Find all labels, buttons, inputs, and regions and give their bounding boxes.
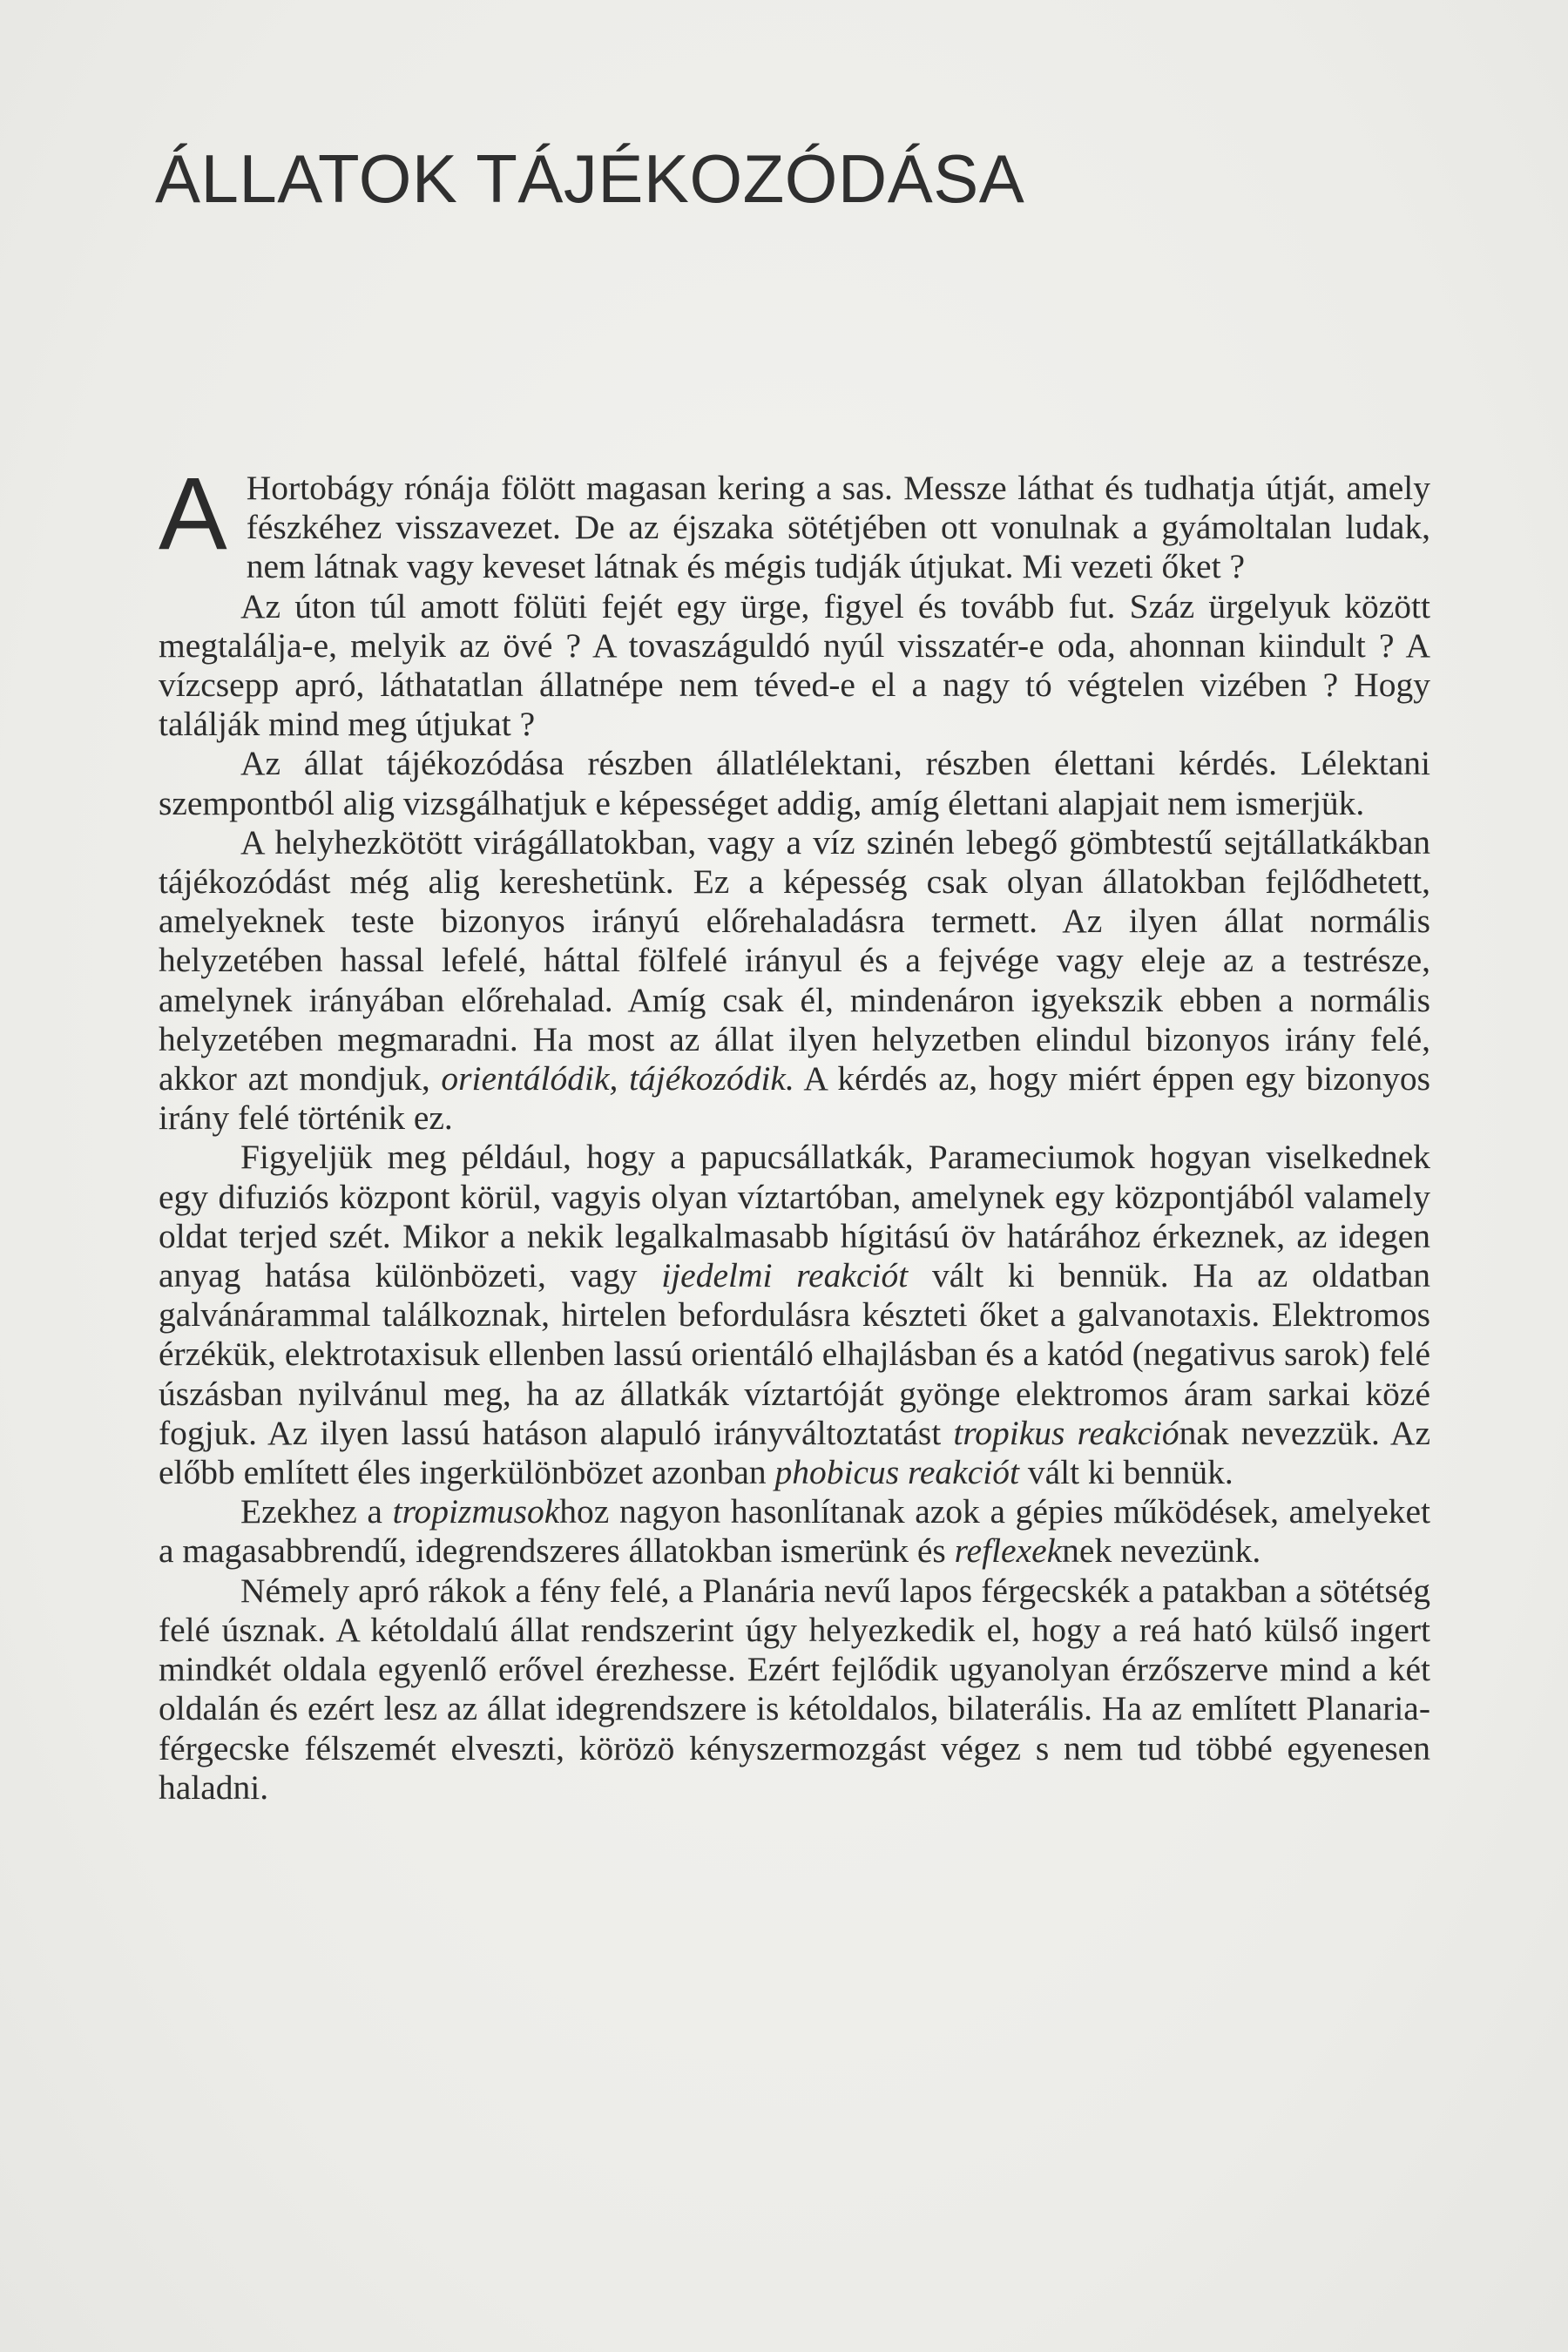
- paragraph-5-text-d: vált ki bennük.: [1027, 1453, 1233, 1492]
- paragraph-5-italic-1: ijedelmi reakciót: [661, 1256, 909, 1295]
- paragraph-7: Némely apró rákok a fény felé, a Planária nevű lapos férgecskék a patakban a sötétség felé úsznak. A kétoldalú állat rendszerint úgy helyezkedik el, hogy a reá ható külső ingert mindkét oldala egyenlő erővel érezhesse. Ezért fejlődik ugyanolyan érzőszerve mind a két oldalán és ezért lesz az állat idegrendszere is kétoldalos, bilaterális. Ha az említett Planaria-férgecske félszemét elveszti, körözö kényszermozgást végez s nem tud többé egyenesen haladni.: [159, 1571, 1430, 1807]
- paragraph-5: [159, 1138, 1430, 1492]
- paragraph-6-text-a: Ezekhez a: [240, 1492, 382, 1531]
- paragraph-5-text-b: vált ki bennük. Ha az oldatban galvánárammal találkoznak, hirtelen befordulásra készteti őket a galvanotaxis. Elektromos érzékük, elektrotaxisuk ellenben lassú orientáló elhajlásban és a katód (negativus sarok) felé úszásban nyilvánul meg, ha az állatkák víztartóját gyönge elektromos áram sarkai közé fogjuk. Az ilyen lassú hatáson alapuló irányváltoztatást: [159, 1256, 1430, 1452]
- paragraph-6: [159, 1492, 1430, 1571]
- paragraph-1-text: Hortobágy rónája fölött magasan kering a sas. Messze láthat és tudhatja útját, amely fészkéhez visszavezet. De az éjszaka sötétjében ott vonulnak a gyámoltalan ludak, nem látnak vagy keveset látnak és mégis tudják útjukat. Mi vezeti őket ?: [246, 469, 1430, 586]
- paragraph-1: [159, 456, 1430, 587]
- drop-cap: A: [159, 456, 227, 571]
- page-title: ÁLLATOK TÁJÉKOZÓDÁSA: [155, 140, 1025, 217]
- article-body: [159, 456, 1430, 1808]
- paragraph-4-text-b: A kérdés az, hogy miért éppen egy bizonyos irány felé történik ez.: [159, 1059, 1430, 1138]
- paragraph-6-italic-2: reflexek: [954, 1531, 1063, 1571]
- paragraph-5-italic-3: phobicus reakciót: [774, 1453, 1019, 1492]
- paragraph-2: Az úton túl amott fölüti fejét egy ürge, figyel és tovább fut. Száz ürgelyuk között megtalálja-e, melyik az övé ? A tovaszáguldó nyúl visszatér-e oda, ahonnan kiindult ? A vízcsepp apró, láthatatlan állatnépe nem téved-e el a nagy tó végtelen vizében ? Hogy találják mind meg útjukat ?: [159, 586, 1430, 744]
- paragraph-3: Az állat tájékozódása részben állatlélektani, részben élettani kérdés. Lélektani szempontból alig vizsgálhatjuk e képességet addig, amíg élettani alapjait nem ismerjük.: [159, 744, 1430, 822]
- paragraph-5-text-a: Figyeljük meg például, hogy a papucsállatkák, Parameciumok hogyan viselkednek egy difuziós központ körül, vagyis olyan víztartóban, amelynek egy központjából valamely oldat terjed szét. Mikor a nekik legalkalmasabb hígitású öv határához érkeznek, az idegen anyag hatása különbözeti, vagy: [159, 1138, 1430, 1295]
- paragraph-4-italic: orientálódik, tájékozódik.: [441, 1059, 794, 1098]
- paragraph-5-italic-2: tropikus reakció: [953, 1413, 1179, 1452]
- paragraph-4-text-a: A helyhezkötött virágállatokban, vagy a víz szinén lebegő gömbtestű sejtállatkákban tájékozódást még alig kereshetünk. Ez a képesség csak olyan állatokban fejlődhetett, amelyeknek teste bizonyos irányú előrehaladásra termett. Az ilyen állat normális helyzetében hassal lefelé, háttal fölfelé irányul és a fejvége vagy eleje az a testrésze, amelynek irányában előrehalad. Amíg csak él, mindenáron igyekszik ebben a normális helyzetében megmaradni. Ha most az állat ilyen helyzetben elindul bizonyos irány felé, akkor azt mondjuk,: [159, 822, 1430, 1098]
- paragraph-4: [159, 823, 1430, 1139]
- paragraph-6-text-b: hoz nagyon hasonlítanak azok a gépies működések, amelyeket a magasabbrendű, idegrendszeres állatokban ismerünk és: [159, 1492, 1430, 1571]
- paragraph-6-text-c: nek nevezünk.: [1062, 1531, 1261, 1571]
- paragraph-5-text-c: nak nevezzük. Az előbb említett éles ingerkülönbözet azonban: [159, 1413, 1430, 1492]
- paragraph-6-italic-1: tropizmusok: [392, 1492, 560, 1531]
